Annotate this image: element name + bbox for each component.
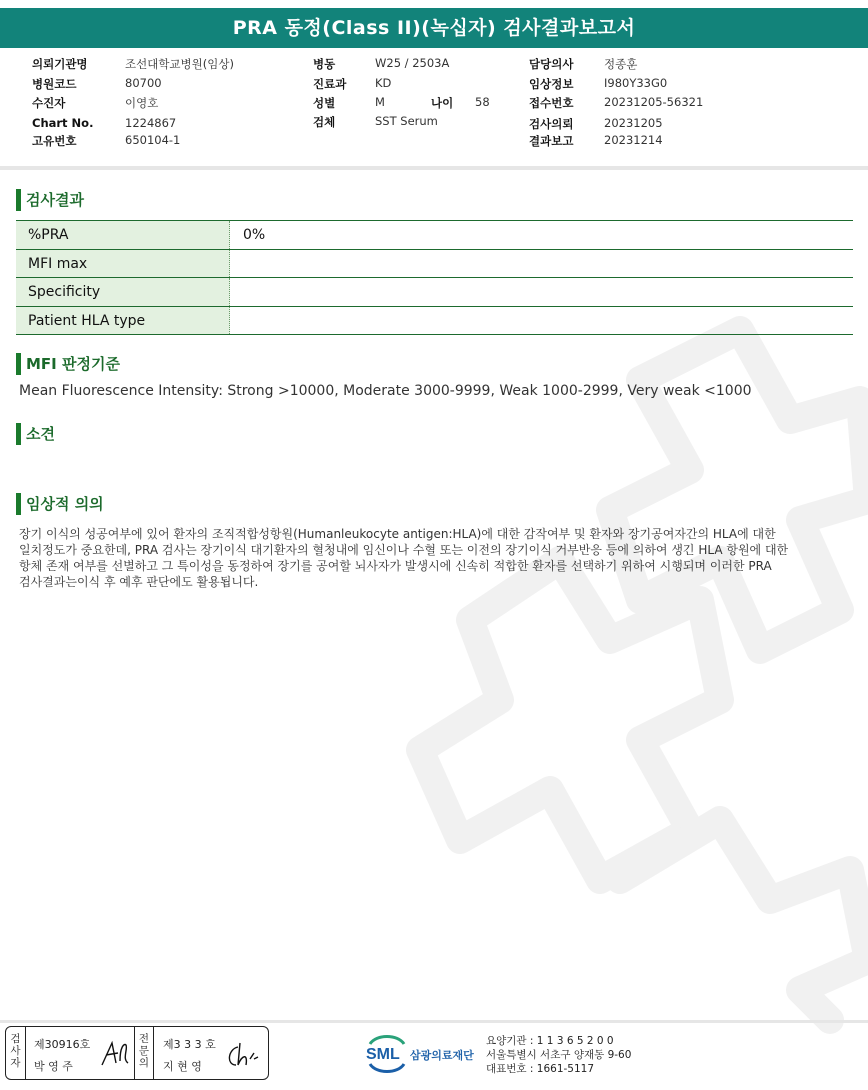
unique-no-label: 고유번호 bbox=[32, 134, 77, 148]
examiner-label-text: 검사자 bbox=[10, 1033, 21, 1069]
clinical-info-value: I980Y33G0 bbox=[604, 76, 668, 90]
receipt-no-value: 20231205-56321 bbox=[604, 95, 704, 109]
examiner-name: 박 영 주 bbox=[34, 1060, 73, 1073]
result-value bbox=[230, 307, 853, 335]
clinical-line: 항체 존재 여부를 선별하고 그 특이성을 동정하여 장기를 공여할 뇌사자가 발생시에 신속히 적합한 환자를 선택하기 위하여 시행되며 이러한 PRA bbox=[19, 559, 772, 573]
chart-no-label: Chart No. bbox=[32, 116, 94, 130]
age-value: 58 bbox=[475, 95, 490, 109]
table-row bbox=[16, 221, 853, 250]
hospital-code-value: 80700 bbox=[125, 76, 162, 90]
examiner-license: 제30916호 bbox=[34, 1038, 91, 1051]
dept-label: 진료과 bbox=[313, 77, 347, 91]
clinical-line: 검사결과는이식 후 예후 판단에도 활용됩니다. bbox=[19, 575, 259, 589]
result-key: Specificity bbox=[16, 278, 230, 306]
org-address: 서울특별시 서초구 양재동 9-60 bbox=[486, 1049, 632, 1061]
result-key: Patient HLA type bbox=[16, 307, 230, 335]
report-date-value: 20231214 bbox=[604, 133, 663, 147]
report-title: PRA 동정(Class II)(녹십자) 검사결과보고서 bbox=[0, 8, 868, 48]
chart-no-value: 1224867 bbox=[125, 116, 177, 130]
reviewer-name: 지 현 영 bbox=[163, 1060, 202, 1073]
patient-label: 수진자 bbox=[32, 96, 66, 110]
reviewer-label bbox=[134, 1027, 154, 1079]
table-row bbox=[16, 250, 853, 279]
section-clinical-meaning-title: 임상적 의의 bbox=[16, 493, 104, 515]
signature-box bbox=[5, 1026, 269, 1080]
dept-value: KD bbox=[375, 76, 392, 90]
reviewer-label-text: 전문의 bbox=[138, 1033, 150, 1069]
footer-divider bbox=[0, 1020, 868, 1023]
table-row bbox=[16, 278, 853, 307]
specimen-label: 검체 bbox=[313, 115, 336, 129]
reviewer-signature bbox=[224, 1039, 264, 1071]
result-key: MFI max bbox=[16, 250, 230, 278]
patient-value: 이영호 bbox=[125, 96, 159, 110]
ward-value: W25 / 2503A bbox=[375, 56, 450, 70]
clinical-info-label: 임상정보 bbox=[529, 77, 574, 91]
reviewer-license: 제3 3 3 호 bbox=[163, 1038, 216, 1051]
sex-label: 성별 bbox=[313, 96, 336, 110]
age-label: 나이 bbox=[431, 96, 454, 110]
examiner-label bbox=[6, 1027, 26, 1079]
org-code: 요양기관 : 1 1 3 6 5 2 0 0 bbox=[486, 1035, 614, 1047]
clinical-line: 일치정도가 중요한데, PRA 검사는 장기이식 대기환자의 혈청내에 임신이나 수혈 또는 이전의 장기이식 거부반응 등에 의하여 생긴 HLA 항원에 대한 bbox=[19, 543, 789, 557]
org-info bbox=[486, 1034, 631, 1076]
request-date-label: 검사의뢰 bbox=[529, 117, 574, 131]
clinical-line: 장기 이식의 성공여부에 있어 환자의 조직적합성항원(Humanleukocyte antigen:HLA)에 대한 감작여부 및 환자와 장기공여자간의 HLA에 대한 bbox=[19, 527, 776, 541]
section-opinion-title: 소견 bbox=[16, 423, 55, 445]
result-key: %PRA bbox=[16, 221, 230, 249]
institution-value: 조선대학교병원(임상) bbox=[125, 57, 234, 71]
specimen-value: SST Serum bbox=[375, 114, 438, 128]
institution-label: 의뢰기관명 bbox=[32, 57, 88, 71]
sex-value: M bbox=[375, 95, 385, 109]
request-date-value: 20231205 bbox=[604, 116, 663, 130]
mfi-criteria-text: Mean Fluorescence Intensity: Strong >10000, Moderate 3000-9999, Weak 1000-2999, Very weak <1000 bbox=[19, 383, 752, 399]
section-results-title: 검사결과 bbox=[16, 189, 84, 211]
doctor-value: 정종훈 bbox=[604, 57, 638, 71]
unique-no-value: 650104-1 bbox=[125, 133, 181, 147]
result-value bbox=[230, 278, 853, 306]
report-date-label: 결과보고 bbox=[529, 134, 574, 148]
receipt-no-label: 접수번호 bbox=[529, 96, 574, 110]
result-value: 0% bbox=[243, 227, 266, 243]
results-table bbox=[16, 220, 853, 335]
clinical-meaning-text bbox=[19, 526, 829, 590]
table-row bbox=[16, 307, 853, 336]
hospital-code-label: 병원코드 bbox=[32, 77, 77, 91]
header-divider bbox=[0, 166, 868, 170]
logo-text: SML bbox=[366, 1046, 400, 1063]
org-phone: 대표번호 : 1661-5117 bbox=[486, 1063, 595, 1075]
patient-info-block bbox=[0, 52, 868, 164]
doctor-label: 담당의사 bbox=[529, 57, 574, 71]
result-value bbox=[230, 250, 853, 278]
ward-label: 병동 bbox=[313, 57, 336, 71]
section-mfi-title: MFI 판정기준 bbox=[16, 353, 120, 375]
examiner-signature bbox=[98, 1037, 134, 1071]
org-name: 삼광의료재단 bbox=[410, 1049, 474, 1062]
